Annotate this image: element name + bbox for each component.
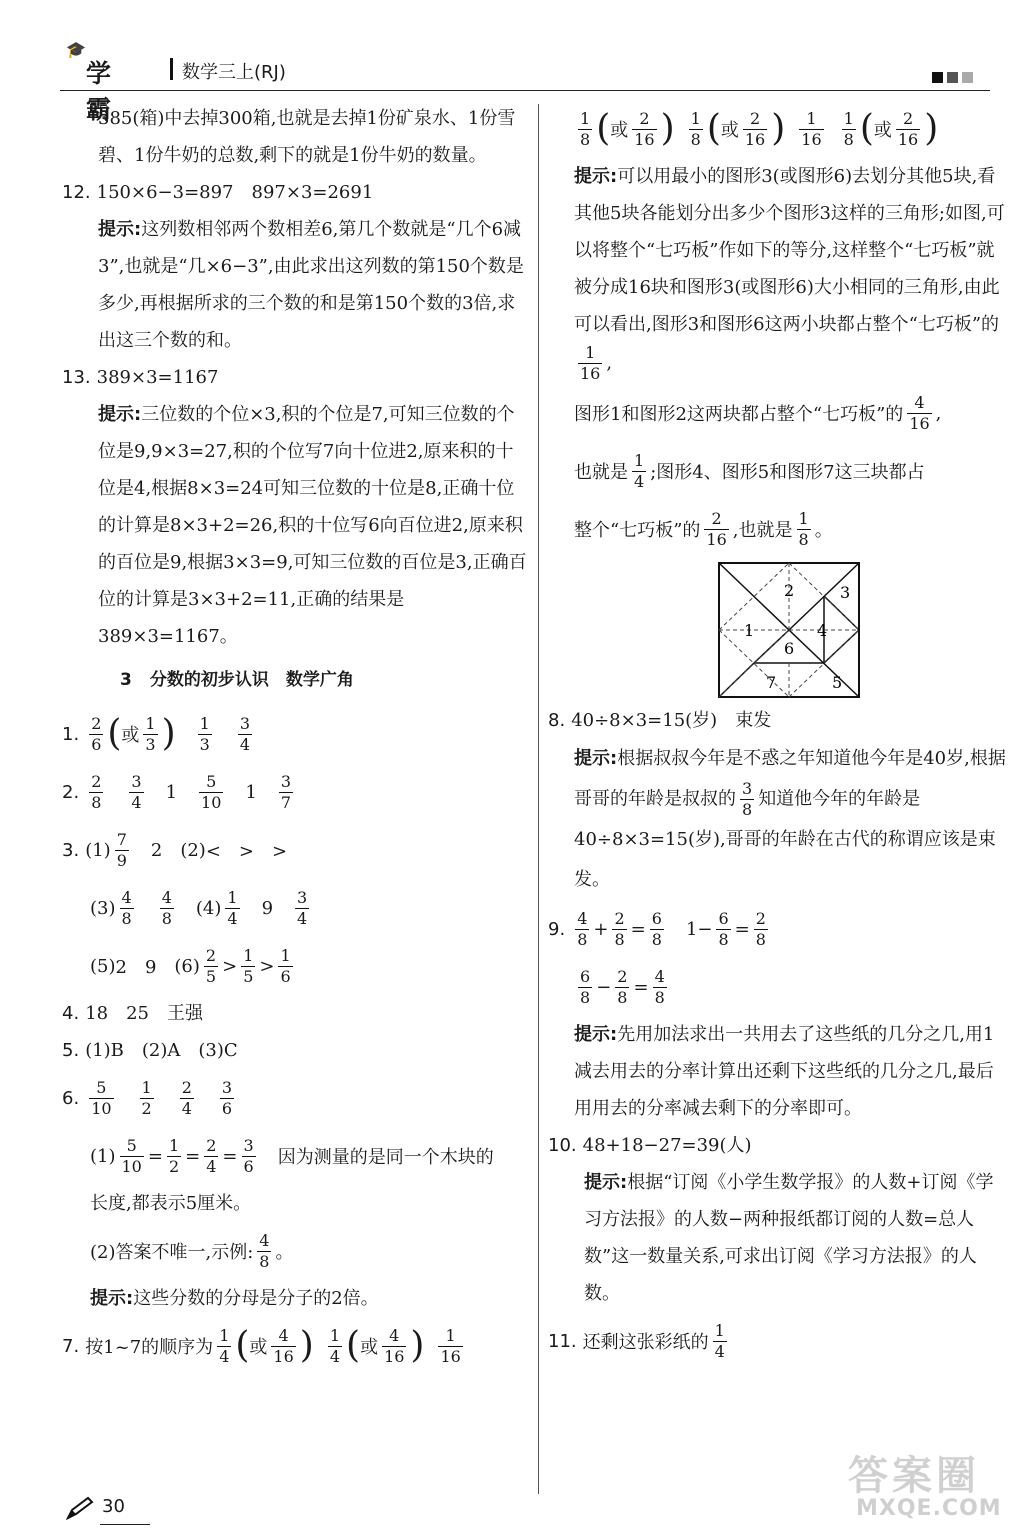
answer-13: 13. 389×3=1167 bbox=[62, 367, 219, 388]
answer-6: 6. 5 10 1 2 2 4 3 6 bbox=[62, 1077, 233, 1118]
fraction: 1 2 bbox=[141, 1077, 152, 1118]
fraction: 1 8 bbox=[690, 108, 701, 149]
tangram-label-6: 6 bbox=[784, 639, 795, 658]
fraction: $\frac{2}{4}$ bbox=[206, 1135, 217, 1176]
fraction: $\frac{2}{8}$ bbox=[614, 908, 625, 949]
watermark-text: 答案圈 bbox=[848, 1453, 980, 1499]
hint-7-line3: 也就是 1 4 ;图形4、图形5和图形7这三块都占 bbox=[574, 450, 925, 491]
fraction: $\frac{1}{2}$ bbox=[168, 1135, 180, 1176]
header-divider bbox=[170, 58, 173, 80]
square-icon bbox=[932, 72, 943, 83]
answer-7-cont: 1 8 ( 或 2 16 ) 1 8 ( 或 2 16 ) 1 16 1 8 ( 或 2 16 ) bbox=[580, 108, 939, 149]
section-title: 3 分数的初步认识 数学广角 bbox=[120, 670, 354, 690]
fraction: $\frac{2}{8}$ bbox=[617, 966, 628, 1007]
hint-6: 提示:这些分数的分母是分子的2倍。 bbox=[90, 1288, 379, 1309]
header-rule bbox=[60, 90, 990, 91]
fraction: 4 16 bbox=[909, 392, 930, 433]
tangram-label-4: 4 bbox=[817, 621, 828, 640]
answer-11: 11. 还剩这张彩纸的 1 4 bbox=[548, 1320, 725, 1361]
fraction: 3 6 bbox=[221, 1077, 233, 1118]
answer-3-line1: 3. (1) 7 9 2 (2) < > > bbox=[62, 829, 288, 870]
fraction: 4 8 bbox=[161, 887, 172, 928]
right-column bbox=[548, 100, 1008, 1370]
fraction: 1 4 bbox=[634, 450, 645, 491]
watermark bbox=[838, 1444, 1008, 1528]
pencil-icon bbox=[64, 1496, 96, 1522]
fraction: 1 5 bbox=[243, 945, 254, 986]
fraction: $\frac{1}{16}$ bbox=[580, 343, 601, 383]
fraction: 1 3 bbox=[199, 713, 210, 754]
header-title: 数学三上(RJ) bbox=[182, 62, 286, 83]
answer-2: 2. 2 8 3 4 1 5 10 1 3 7 bbox=[62, 771, 292, 812]
answer-4: 4. 18 25 王强 bbox=[62, 1003, 203, 1024]
fraction: 1 4 bbox=[227, 887, 238, 928]
answer-7: 7. 按1~7的顺序为 1 4 ( 或 4 16 ) 1 4 ( 或 4 16 ) 1 16 bbox=[62, 1325, 461, 1366]
answer-3-line2: (3) 4 8 4 8 (4) 1 4 9 3 4 bbox=[90, 887, 308, 928]
fraction: 1 8 bbox=[843, 108, 854, 149]
fraction: 1 6 bbox=[280, 945, 291, 986]
fraction: $\frac{5}{10}$ bbox=[121, 1135, 142, 1176]
fraction: $\frac{6}{8}$ bbox=[718, 908, 729, 949]
hint-12: 提示:这列数相邻两个数相差6,第几个数就是“几个6减3”,也就是“几×6−3”,由此求出这列数的第150个数是多少,再根据所求的三个数的和是第150个数的3倍,求出这三个数的和。 bbox=[98, 219, 524, 351]
tangram-label-1: 1 bbox=[744, 621, 755, 640]
fraction: 2 16 bbox=[744, 108, 766, 149]
page-number: 30 bbox=[102, 1496, 125, 1517]
answer-1: 1. 2 6 ( 或 1 3 ) 1 3 3 4 bbox=[62, 713, 251, 754]
fraction: 1 3 bbox=[145, 713, 156, 754]
fraction: 3 7 bbox=[280, 771, 292, 812]
answer-9-line1: 9. 4 8 + $\frac{2}{8}$ = $\frac{6}{8}$ 1− $\frac{6}{8}$ = $\frac{2}{8}$ bbox=[548, 908, 766, 949]
fraction: 2 8 bbox=[91, 771, 102, 812]
fraction: 1 4 bbox=[714, 1320, 725, 1361]
fraction: $\frac{4}{8}$ bbox=[654, 966, 665, 1007]
fraction: 1 16 bbox=[440, 1325, 461, 1366]
answer-5: 5. (1)B (2)A (3)C bbox=[62, 1040, 238, 1061]
fraction: 2 16 bbox=[897, 108, 919, 149]
fraction: 4 16 bbox=[273, 1325, 294, 1366]
hint-7: 提示:可以用最小的图形3(或图形6)去划分其他5块,看其他5块各能划分出多少个图形3这样的三角形;如图,可以将整个“七巧板”作如下的等分,这样整个“七巧板”就被分成16块和图形3(或图形6)大小相同的三角形,由此可以看出,图形3和图形6这两小块都占整个“七巧板”的 $\frac{1}{16}$ , bbox=[574, 166, 1005, 383]
hint-13: 提示:三位数的个位×3,积的个位是7,可知三位数的个位是9,9×3=27,积的个位写7向十位进2,原来积的十位是4,根据8×3=24可知三位数的十位是8,正确十位的计算是8×3+2=26,积的十位写6向百位进2,原来积的百位是9,根据3×3=9,可知三位数的百位是3,正确百位的计算是3×3+2=11,正确的结果是389×3=1167。 bbox=[98, 404, 527, 647]
fraction: 1 4 bbox=[329, 1325, 341, 1366]
tangram-label-2: 2 bbox=[784, 581, 795, 600]
fraction: 4 16 bbox=[384, 1325, 405, 1366]
fraction: 1 4 bbox=[219, 1325, 230, 1366]
fraction: 7 9 bbox=[116, 829, 127, 870]
fraction: 4 8 bbox=[121, 887, 132, 928]
fraction: 2 16 bbox=[706, 508, 727, 549]
answer-6-part2: (2)答案不唯一,示例: 4 8 。 bbox=[90, 1230, 294, 1271]
logo-text: 学霸 bbox=[86, 59, 112, 124]
fraction: 3 4 bbox=[131, 771, 142, 812]
square-icon bbox=[947, 72, 958, 83]
tangram-label-3: 3 bbox=[840, 583, 851, 602]
hint-10: 提示:根据“订阅《小学生数学报》的人数+订阅《学习方法报》的人数−两种报纸都订阅的人数=总人数”这一数量关系,可求出订阅《学习方法报》的人数。 bbox=[584, 1172, 994, 1304]
fraction: 5 10 bbox=[201, 771, 222, 812]
fraction: 1 8 bbox=[798, 508, 809, 549]
fraction: 1 16 bbox=[801, 108, 822, 149]
page-header bbox=[60, 40, 990, 124]
fraction: 4 8 bbox=[577, 908, 588, 949]
fraction: $\frac{2}{8}$ bbox=[755, 908, 766, 949]
tangram-figure bbox=[718, 562, 860, 698]
footer-rule bbox=[100, 1524, 150, 1525]
answer-9-line2: 6 8 − $\frac{2}{8}$ = $\frac{4}{8}$ bbox=[580, 966, 665, 1007]
fraction: $\frac{3}{6}$ bbox=[243, 1135, 254, 1176]
graduation-cap-icon: 🎓 bbox=[66, 40, 86, 59]
fraction: 3 4 bbox=[239, 713, 251, 754]
answer-10: 10. 48+18−27=39(人) bbox=[548, 1135, 752, 1156]
fraction: 3 4 bbox=[297, 887, 308, 928]
answer-3-line3: (5) 2 9 (6) 2 5 > 1 5 > 1 6 bbox=[90, 945, 291, 986]
answer-6-part1: (1) $\frac{5}{10}$ = $\frac{1}{2}$ = $\frac{2}{4}$ = $\frac{3}{6}$ 因为测量的是同一个木块的 bbox=[90, 1135, 494, 1176]
fraction: 6 8 bbox=[580, 966, 591, 1007]
fraction: 5 10 bbox=[91, 1077, 112, 1118]
hint-7-line4: 整个“七巧板”的 2 16 ,也就是 1 8 。 bbox=[574, 508, 833, 549]
hint-8: 提示:根据叔叔今年是不惑之年知道他今年是40岁,根据哥哥的年龄是叔叔的 $\frac{3}{8}$ 知道他今年的年龄是40÷8×3=15(岁),哥哥的年龄在古代的称谓应该是束发。 bbox=[574, 748, 1006, 890]
tangram-label-5: 5 bbox=[832, 673, 843, 692]
hint-7-line2: 图形1和图形2这两块都占整个“七巧板”的 4 16 , bbox=[574, 392, 942, 433]
fraction: 2 4 bbox=[181, 1077, 192, 1118]
watermark-url: MXQE.COM bbox=[856, 1496, 1002, 1521]
answer-8: 8. 40÷8×3=15(岁) 束发 bbox=[548, 710, 772, 731]
fraction: 2 6 bbox=[91, 713, 102, 754]
fraction: 1 8 bbox=[580, 108, 591, 149]
fraction: $\frac{6}{8}$ bbox=[651, 908, 662, 949]
fraction: 4 8 bbox=[259, 1230, 270, 1271]
square-icon bbox=[962, 72, 973, 83]
fraction: 2 5 bbox=[205, 945, 217, 986]
column-divider bbox=[538, 104, 539, 1494]
fraction: 2 16 bbox=[634, 108, 655, 149]
continued-text: 385(箱)中去掉300箱,也就是去掉1份矿泉水、1份雪碧、1份牛奶的总数,剩下的就是1份牛奶的数量。 bbox=[98, 108, 516, 166]
tangram-label-7: 7 bbox=[766, 673, 777, 692]
answer-12: 12. 150×6−3=897 897×3=2691 bbox=[62, 182, 374, 203]
left-column bbox=[62, 100, 528, 1375]
hint-9: 提示:先用加法求出一共用去了这些纸的几分之几,用1减去用去的分率计算出还剩下这些纸的几分之几,最后用用去的分率减去剩下的分率即可。 bbox=[574, 1024, 995, 1119]
answer-6-reason: 长度,都表示5厘米。 bbox=[90, 1193, 252, 1214]
fraction: $\frac{3}{8}$ bbox=[742, 779, 753, 819]
